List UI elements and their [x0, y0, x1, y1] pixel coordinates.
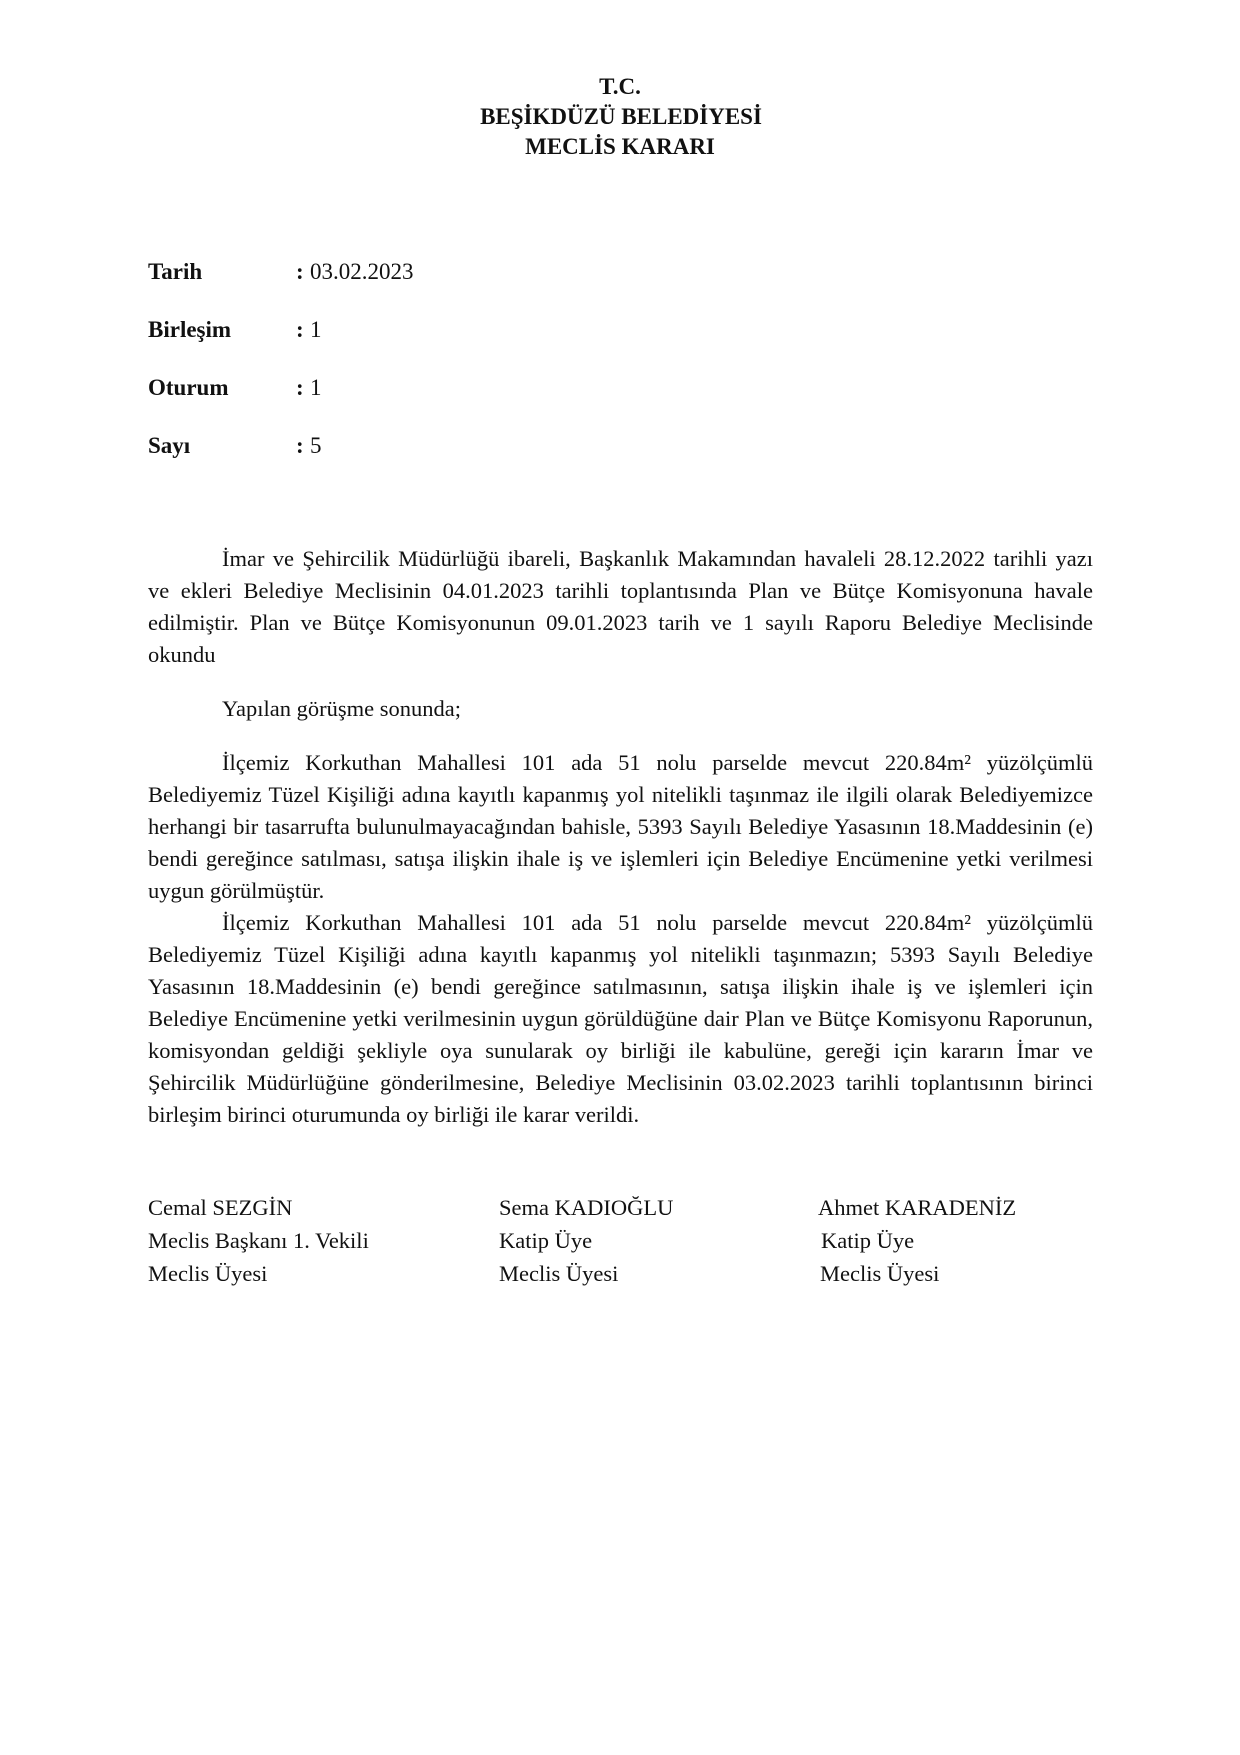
- paragraph-commission-opinion: İlçemiz Korkuthan Mahallesi 101 ada 51 nolu parselde mevcut 220.84m² yüzölçümlü Belediyemiz Tüzel Kişiliği adına kayıtlı kapanmış yol nitelikli taşınmaz ile ilgili olarak Belediyemizce herhangi bir tasarrufta bulunulmayacağından bahisle, 5393 Sayılı Belediye Yasasının 18.Maddesinin (e) bendi gereğince satılması, satışa ilişkin ihale iş ve işlemleri için Belediye Encümenine yetki verilmesi uygun görülmüştür.: [148, 750, 1093, 903]
- meta-label: Oturum: [148, 375, 229, 400]
- meta-colon: :: [296, 259, 304, 284]
- signatory-role: Meclis Başkanı 1. Vekili: [148, 1228, 369, 1253]
- signatory-unit: Meclis Üyesi: [820, 1261, 940, 1286]
- header-municipality: BEŞİKDÜZÜ BELEDİYESİ: [480, 104, 762, 129]
- meta-colon: :: [296, 317, 304, 342]
- meta-label: Tarih: [148, 259, 203, 284]
- signatory-name: Sema KADIOĞLU: [499, 1195, 674, 1220]
- meta-value: 03.02.2023: [310, 259, 414, 284]
- signatory-unit: Meclis Üyesi: [148, 1261, 268, 1286]
- meta-label: Sayı: [148, 433, 191, 458]
- meta-value: 1: [310, 375, 322, 400]
- header-title: MECLİS KARARI: [525, 134, 715, 159]
- signatory-role: Katip Üye: [499, 1228, 593, 1253]
- meta-value: 1: [310, 317, 322, 342]
- signatory: [148, 1191, 369, 1290]
- header-tc: T.C.: [599, 74, 641, 99]
- meta-colon: :: [296, 375, 304, 400]
- meta-colon: :: [296, 433, 304, 458]
- signatory-name: Cemal SEZGİN: [148, 1195, 293, 1220]
- paragraph-decision: İlçemiz Korkuthan Mahallesi 101 ada 51 nolu parselde mevcut 220.84m² yüzölçümlü Belediyemiz Tüzel Kişiliği adına kayıtlı kapanmış yol nitelikli taşınmazın; 5393 Sayılı Belediye Yasasının 18.Maddesinin (e) bendi gereğince satılmasının, satışa ilişkin ihale iş ve işlemleri için Belediye Encümenine yetki verilmesinin uygun görüldüğüne dair Plan ve Bütçe Komisyonu Raporunun, komisyondan geldiği şekliyle oya sunularak oy birliği ile kabulüne, gereği için kararın İmar ve Şehircilik Müdürlüğüne gönderilmesine, Belediye Meclisinin 03.02.2023 tarihli toplantısının birinci birleşim birinci oturumunda oy birliği ile karar verildi.: [148, 910, 1093, 1127]
- signatory-unit: Meclis Üyesi: [499, 1261, 619, 1286]
- meta-label: Birleşim: [148, 317, 232, 342]
- meta-value: 5: [310, 433, 322, 458]
- document-header: [0, 72, 1240, 162]
- signatory: [499, 1191, 673, 1290]
- paragraph-referral: İmar ve Şehircilik Müdürlüğü ibareli, Başkanlık Makamından havaleli 28.12.2022 tarihli yazı ve ekleri Belediye Meclisinin 04.01.2023 tarihli toplantısında Plan ve Bütçe Komisyonuna havale edilmiştir. Plan ve Bütçe Komisyonunun 09.01.2023 tarih ve 1 sayılı Raporu Belediye Meclisinde okundu: [148, 546, 1093, 667]
- signatory: [818, 1191, 1016, 1290]
- signatory-name: Ahmet KARADENİZ: [818, 1195, 1017, 1220]
- paragraph-discussion: Yapılan görüşme sonunda;: [222, 696, 461, 721]
- decision-body: [148, 543, 1093, 1131]
- signatory-role: Katip Üye: [821, 1228, 915, 1253]
